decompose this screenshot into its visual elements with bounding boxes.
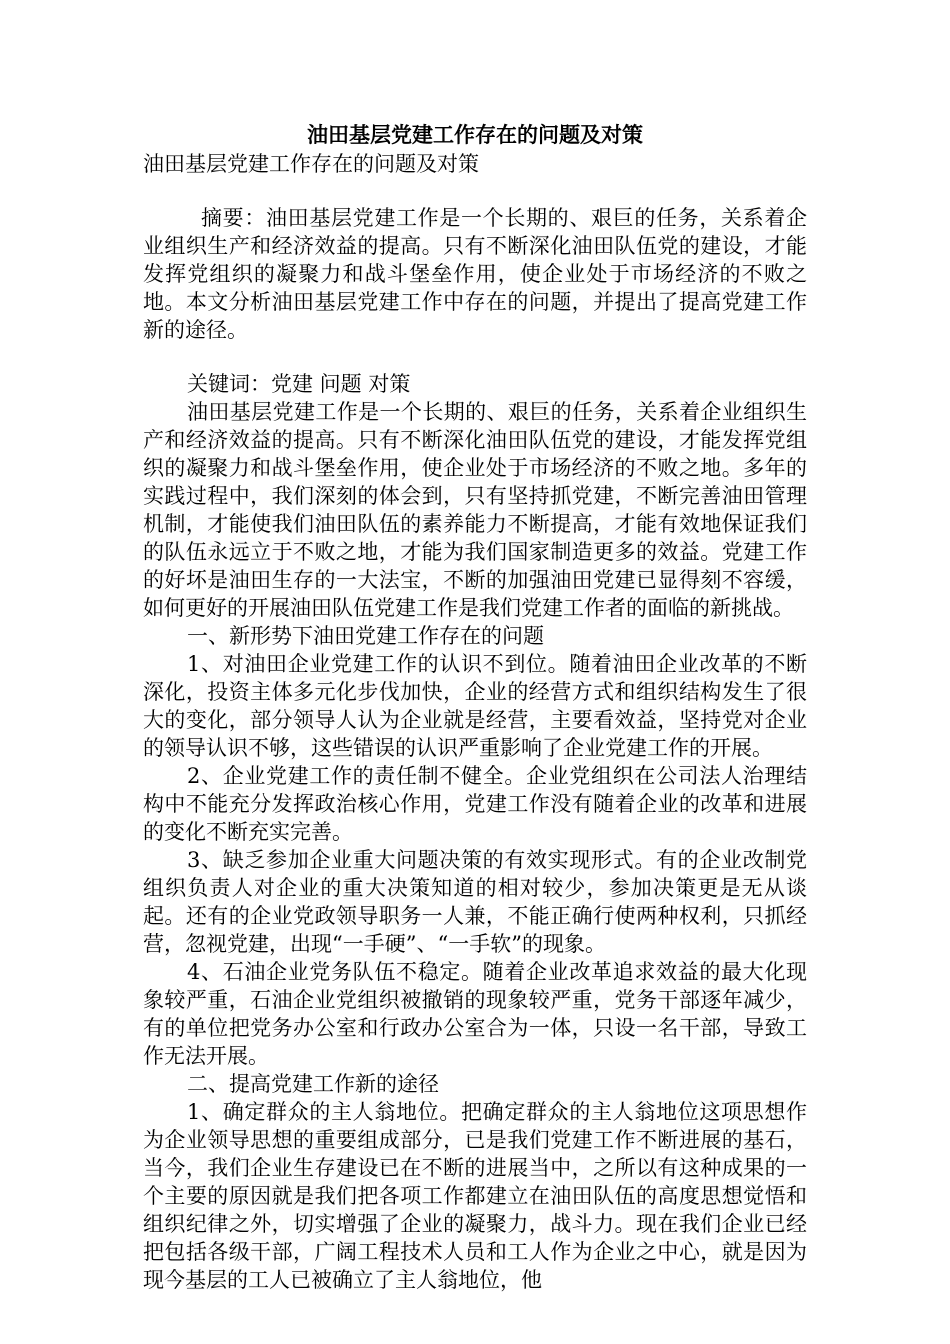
section-heading-solutions: 二、提高党建工作新的途径 bbox=[187, 1072, 439, 1096]
paragraph-problem-2: 2、企业党建工作的责任制不健全。企业党组织在公司法人治理结构中不能充分发挥政治核心作用，党建工作没有随着企业的改革和进展的变化不断充实完善。 bbox=[143, 764, 807, 844]
paragraph-solution-1: 1、确定群众的主人翁地位。把确定群众的主人翁地位这项思想作为企业领导思想的重要组成部分，已是我们党建工作不断进展的基石，当今，我们企业生存建设已在不断的进展当中，之所以有这种成果的一个主要的原因就是我们把各项工作都建立在油田队伍的高度思想觉悟和组织纪律之外，切实增强了企业的凝聚力，战斗力。现在我们企业已经把包括各级干部，广阔工程技术人员和工人作为企业之中心，就是因为现今基层的工人已被确立了主人翁地位，他 bbox=[143, 1100, 807, 1292]
document-page bbox=[143, 120, 807, 1294]
section-heading-problems: 一、新形势下油田党建工作存在的问题 bbox=[187, 624, 544, 648]
document-title: 油田基层党建工作存在的问题及对策 bbox=[307, 122, 643, 147]
spacer bbox=[143, 178, 807, 204]
keywords: 关键词：党建 问题 对策 bbox=[187, 372, 411, 396]
paragraph-problem-1: 1、对油田企业党建工作的认识不到位。随着油田企业改革的不断深化，投资主体多元化步伐加快，企业的经营方式和组织结构发生了很大的变化，部分领导人认为企业就是经营，主要看效益，坚持党对企业的领导认识不够，这些错误的认识严重影响了企业党建工作的开展。 bbox=[143, 652, 807, 760]
spacer bbox=[143, 344, 807, 370]
paragraph-intro: 油田基层党建工作是一个长期的、艰巨的任务，关系着企业组织生产和经济效益的提高。只有不断深化油田队伍党的建设，才能发挥党组织的凝聚力和战斗堡垒作用，使企业处于市场经济的不败之地。多年的实践过程中，我们深刻的体会到，只有坚持抓党建，不断完善油田管理机制，才能使我们油田队伍的素养能力不断提高，才能有效地保证我们的队伍永远立于不败之地，才能为我们国家制造更多的效益。党建工作的好坏是油田生存的一大法宝，不断的加强油田党建已显得刻不容缓，如何更好的开展油田队伍党建工作是我们党建工作者的面临的新挑战。 bbox=[143, 400, 807, 620]
paragraph-problem-3: 3、缺乏参加企业重大问题决策的有效实现形式。有的企业改制党组织负责人对企业的重大决策知道的相对较少，参加决策更是无从谈起。还有的企业党政领导职务一人兼，不能正确行使两种权利，只抓经营，忽视党建，出现“一手硬”、“一手软”的现象。 bbox=[143, 848, 807, 956]
document-subtitle: 油田基层党建工作存在的问题及对策 bbox=[143, 152, 479, 176]
abstract: 摘要：油田基层党建工作是一个长期的、艰巨的任务，关系着企业组织生产和经济效益的提高。只有不断深化油田队伍党的建设，才能发挥党组织的凝聚力和战斗堡垒作用，使企业处于市场经济的不败之地。本文分析油田基层党建工作中存在的问题，并提出了提高党建工作新的途径。 bbox=[143, 206, 807, 342]
paragraph-problem-4: 4、石油企业党务队伍不稳定。随着企业改革追求效益的最大化现象较严重，石油企业党组织被撤销的现象较严重，党务干部逐年减少，有的单位把党务办公室和行政办公室合为一体，只设一名干部，导致工作无法开展。 bbox=[143, 960, 807, 1068]
